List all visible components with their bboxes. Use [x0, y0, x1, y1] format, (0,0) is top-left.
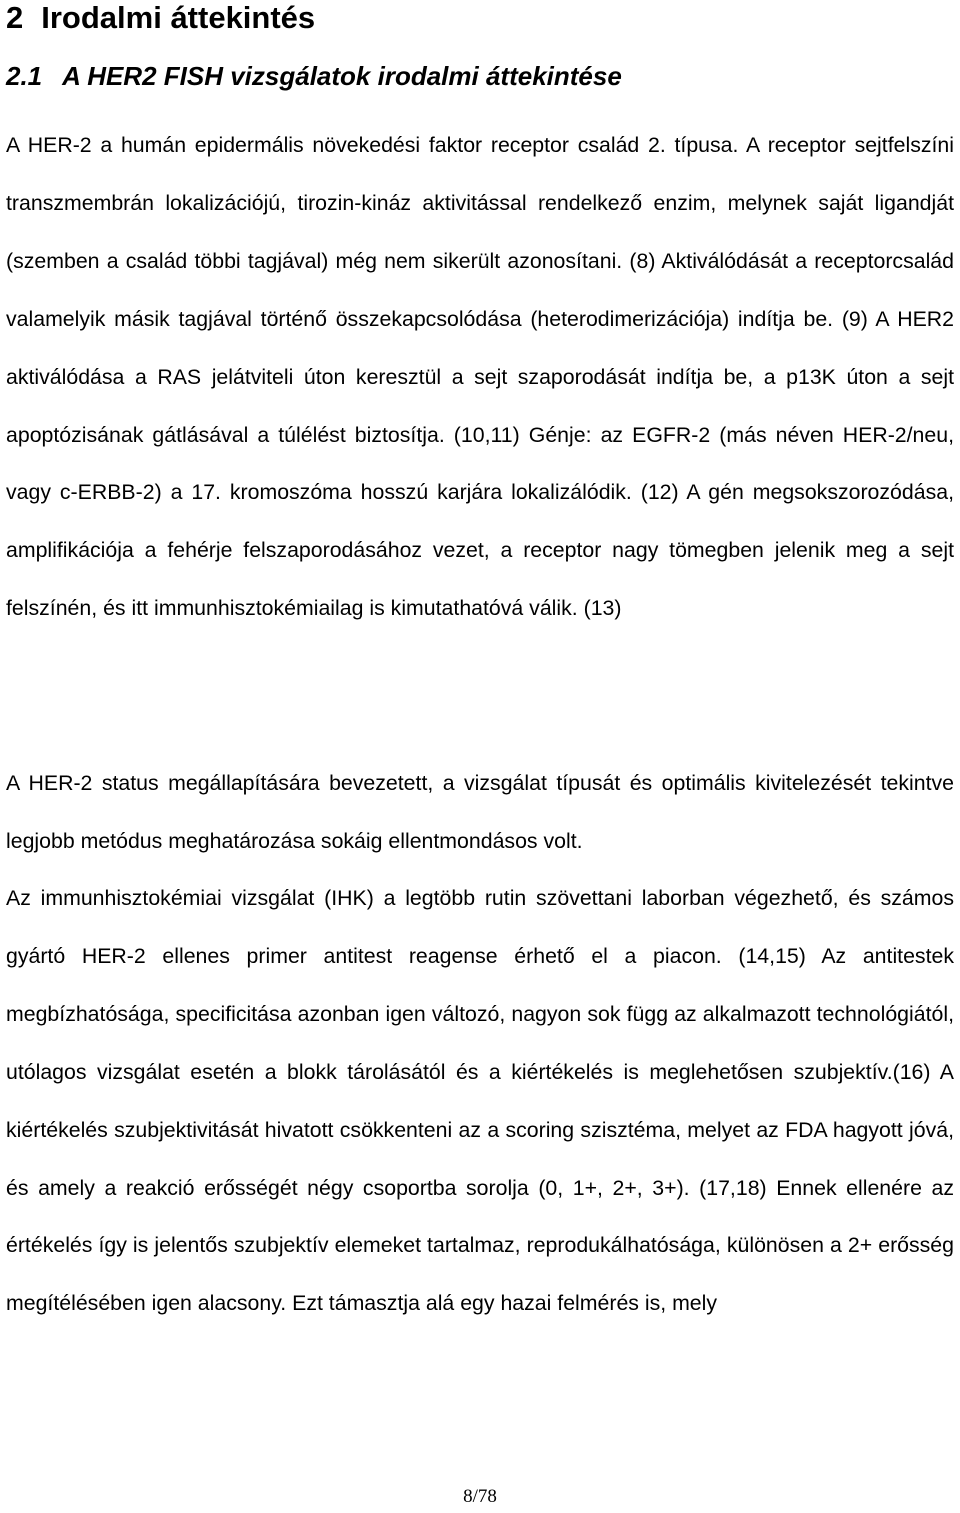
paragraph-ihk: Az immunhisztokémiai vizsgálat (IHK) a legtöbb rutin szövettani laborban végezhető, és számos gyártó HER-2 ellenes primer antitest reagense érhető el a piacon. (14,15) Az antitestek megbízhatósága, specificitása azonban igen változó, nagyon sok függ az alkalmazott technológiától, utólagos vizsgálat esetén a blokk tárolásától és a kiértékelés is meglehetősen szubjektív.(16) A kiértékelés szubjektivitását hivatott csökkenteni az a scoring szisztéma, melyet az FDA hagyott jóvá, és amely a reakció erősségét négy csoportba sorolja (0, 1+, 2+, 3+). (17,18) Ennek ellenére az értékelés így is jelentős szubjektív elemeket tartalmaz, reprodukálhatósága, különösen a 2+ erősség megítélésében igen alacsony. Ezt támasztja alá egy hazai felmérés is, mely: [6, 886, 954, 1316]
page-number: 8/78: [463, 1486, 497, 1507]
section-heading: [6, 60, 622, 92]
paragraph-her2-overview: A HER-2 a humán epidermális növekedési faktor receptor család 2. típusa. A receptor sejtfelszíni transzmembrán lokalizációjú, tirozin-kináz aktivitással rendelkező enzim, melynek saját ligandját (szemben a család többi tagjával) még nem sikerült azonosítani. (8) Aktiválódását a receptorcsalád valamelyik másik tagjával történő összekapcsolódása (heterodimerizációja) indítja be. (9) A HER2 aktiválódása a RAS jelátviteli úton keresztül a sejt szaporodását indítja be, a p13K úton a sejt apoptózisának gátlásával a túlélést biztosítja. (10,11) Génje: az EGFR-2 (más néven HER-2/neu, vagy c-ERBB-2) a 17. kromoszóma hosszú karjára lokalizálódik. (12) A gén megsokszorozódása, amplifikációja a fehérje felszaporodásához vezet, a receptor nagy tömegben jelenik meg a sejt felszínén, és itt immunhisztokémiailag is kimutathatóvá válik. (13): [6, 133, 954, 621]
section-number: 2.1: [6, 61, 43, 91]
section-title: A HER2 FISH vizsgálatok irodalmi áttekintése: [62, 61, 622, 91]
chapter-title: Irodalmi áttekintés: [41, 0, 316, 35]
paragraph-her2-status: A HER-2 status megállapítására bevezetett, a vizsgálat típusát és optimális kivitelezését tekintve legjobb metódus meghatározása sokáig ellentmondásos volt.: [6, 771, 954, 853]
chapter-number: 2: [6, 0, 24, 35]
chapter-heading: [6, 0, 315, 36]
